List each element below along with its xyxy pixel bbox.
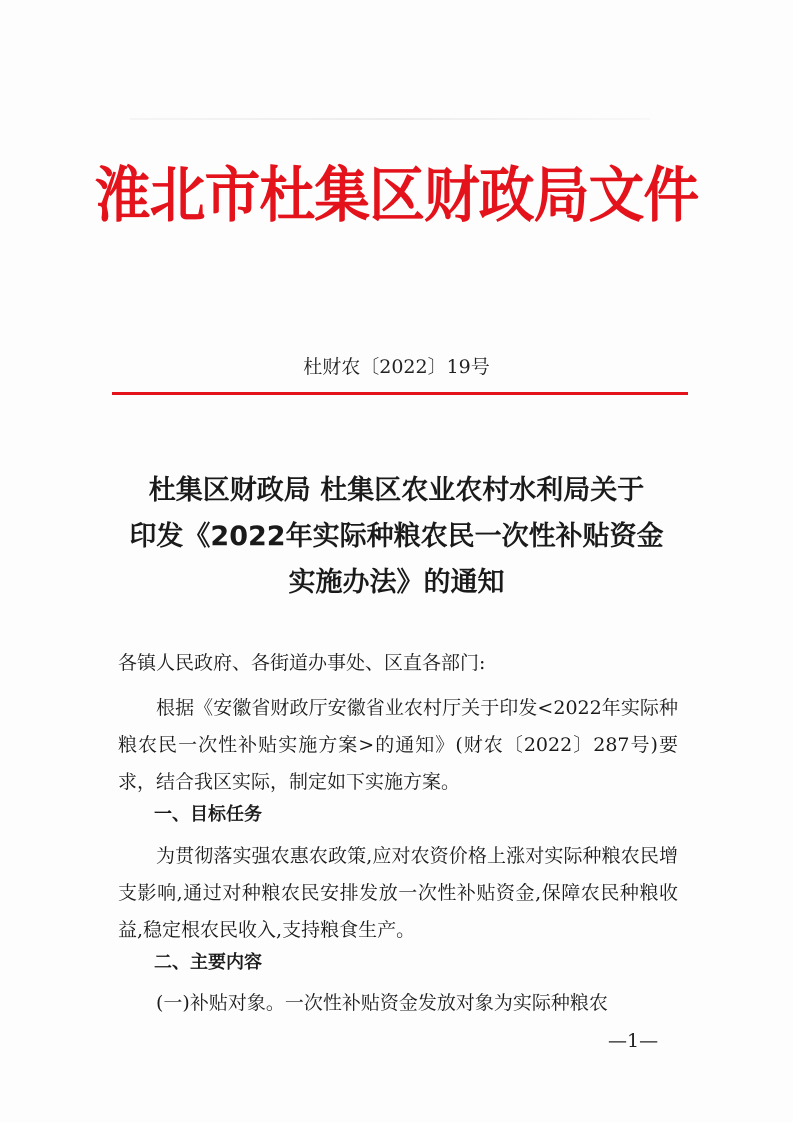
- addressee-line: 各镇人民政府、各街道办事处、区直各部门:: [118, 652, 486, 674]
- issuer-header-title: 淮北市杜集区财政局文件: [94, 161, 699, 231]
- body-paragraph-3: (一)补贴对象。一次性补贴资金发放对象为实际种粮农: [156, 992, 608, 1014]
- body-paragraph-1: 根据《安徽省财政厅安徽省业农村厅关于印发<2022年实际种粮农民一次性补贴实施方案>的通知》(财农〔2022〕287号)要求，结合我区实际，制定如下实施方案。: [118, 697, 678, 793]
- notice-title: [90, 468, 703, 606]
- scan-shadow: [130, 118, 650, 120]
- notice-title-line-2: 印发《2022年实际种粮农民一次性补贴资金: [129, 521, 664, 552]
- red-divider-line: [112, 392, 688, 395]
- document-number: 杜财农〔2022〕19号: [303, 356, 490, 378]
- notice-title-line-3: 实施办法》的通知: [288, 567, 505, 598]
- section-heading-1: 一、目标任务: [154, 804, 262, 825]
- page-number: —1—: [608, 1030, 659, 1052]
- body-paragraph-2: 为贯彻落实强农惠农政策,应对农资价格上涨对实际种粮农民增支影响,通过对种粮农民安排发放一次性补贴资金,保障农民种粮收益,稳定根农民收入,支持粮食生产。: [118, 845, 678, 941]
- section-heading-2: 二、主要内容: [154, 952, 262, 973]
- notice-title-line-1: 杜集区财政局 杜集区农业农村水利局关于: [148, 475, 645, 506]
